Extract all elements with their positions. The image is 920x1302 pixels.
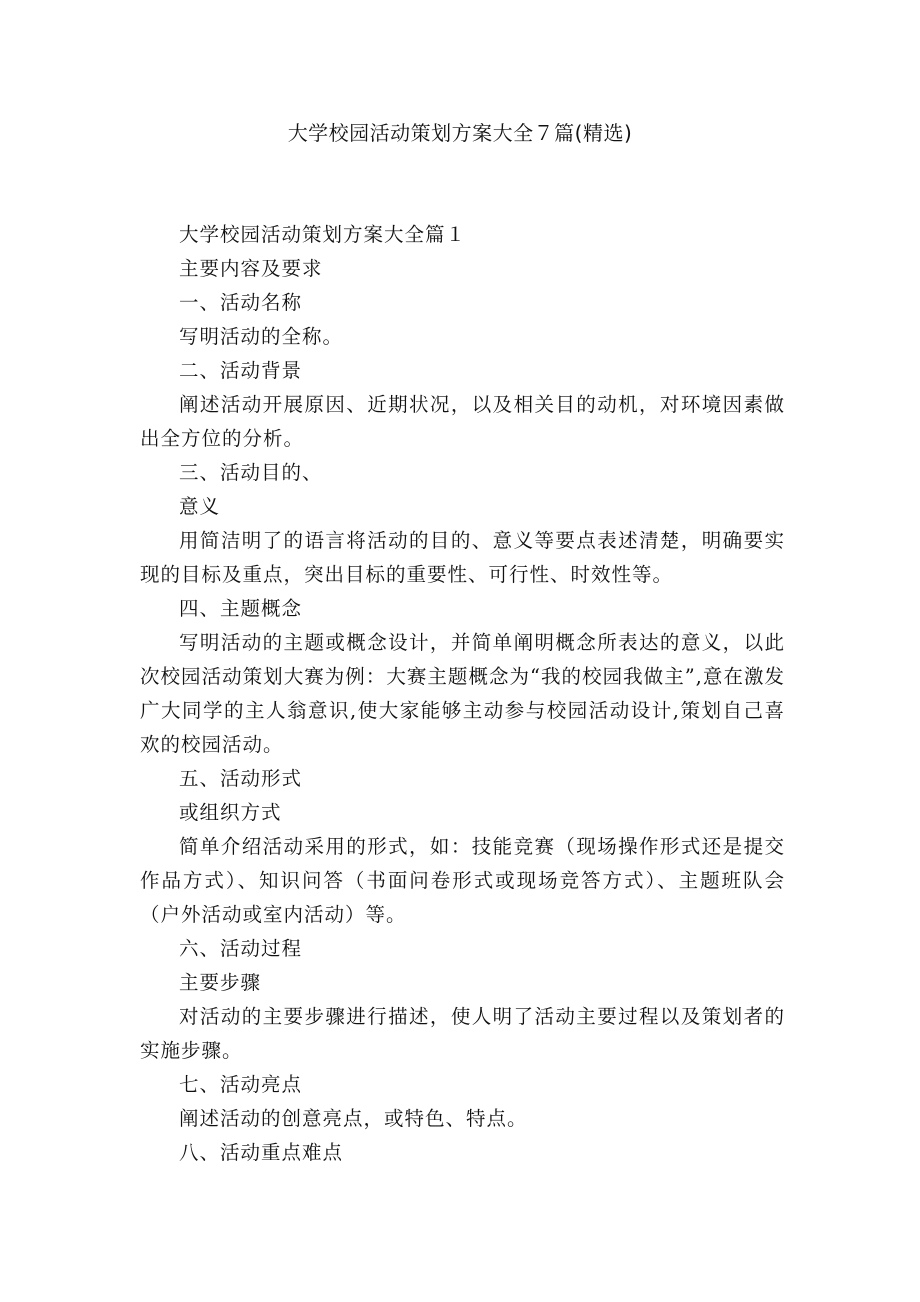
item-text: 阐述活动的创意亮点，或特色、特点。 [179, 1107, 528, 1130]
item-heading: 二、活动背景 [179, 359, 303, 382]
item-text: 简单介绍活动采用的形式，如：技能竞赛（现场操作形式还是提交作品方式）、知识问答（书面问卷形式或现场竞答方式）、主题班队会（户外活动或室内活动）等。 [140, 835, 785, 926]
item-text: 对活动的主要步骤进行描述，使人明了活动主要过程以及策划者的实施步骤。 [140, 1005, 785, 1062]
item-heading: 七、活动亮点 [179, 1073, 303, 1096]
item-heading: 六、活动过程 [179, 937, 303, 960]
item-text: 阐述活动开展原因、近期状况，以及相关目的动机，对环境因素做出全方位的分析。 [140, 393, 785, 450]
item-text: 写明活动的全称。 [179, 325, 344, 348]
item-heading: 三、活动目的、 [179, 461, 323, 484]
item-heading: 八、活动重点难点 [179, 1141, 344, 1164]
item-heading: 一、活动名称 [179, 291, 303, 314]
item-heading-continuation: 主要步骤 [179, 971, 262, 994]
item-heading-continuation: 或组织方式 [179, 801, 282, 824]
document-body [140, 218, 785, 1170]
document-title: 大学校园活动策划方案大全７篇(精选) [287, 121, 633, 145]
item-heading: 四、主题概念 [179, 597, 303, 620]
item-text: 写明活动的主题或概念设计，并简单阐明概念所表达的意义，以此次校园活动策划大赛为例：大赛主题概念为“我的校园我做主”,意在激发广大同学的主人翁意识,使大家能够主动参与校园活动设计,策划自己喜欢的校园活动。 [140, 631, 785, 756]
subheading: 主要内容及要求 [179, 257, 323, 280]
section-heading: 大学校园活动策划方案大全篇１ [179, 223, 467, 246]
item-heading-continuation: 意义 [179, 495, 221, 518]
item-text: 用简洁明了的语言将活动的目的、意义等要点表述清楚，明确要实现的目标及重点，突出目标的重要性、可行性、时效性等。 [140, 529, 785, 586]
item-heading: 五、活动形式 [179, 767, 303, 790]
